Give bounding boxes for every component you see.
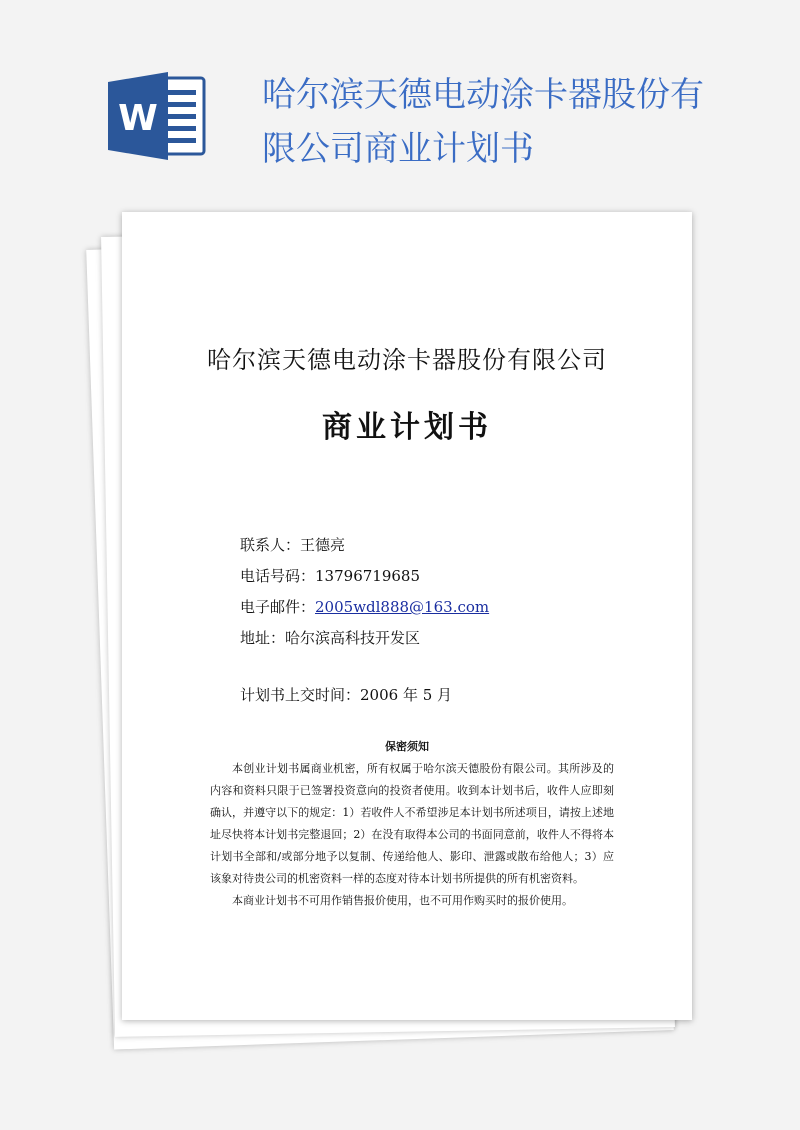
confidentiality-title: 保密须知 bbox=[385, 740, 429, 753]
submit-label: 计划书上交时间： bbox=[240, 686, 361, 704]
contact-label: 联系人： bbox=[240, 536, 301, 554]
email-link[interactable]: 2005wdl888@163.com bbox=[315, 598, 490, 616]
notice-paragraph: 本创业计划书属商业机密，所有权属于哈尔滨天德股份有限公司。其所涉及的内容和资料只限于已签署投资意向的投资者使用。收到本计划书后，收件人应即刻确认，并遵守以下的规定：1）若收件人不希望涉足本计划书所述项目，请按上述地址尽快将本计划书完整退回；2）在没有取得本公司的书面同意前，收件人不得将本计划书全部和/或部分地予以复制、传递给他人、影印、泄露或散布给他人；3）应该象对待贵公司的机密资料一样的态度对待本计划书所提供的所有机密资料。 bbox=[210, 762, 614, 885]
phone-value: 13796719685 bbox=[315, 567, 420, 585]
word-document-icon bbox=[108, 72, 208, 160]
phone-row bbox=[240, 561, 660, 592]
notice-paragraph: 本商业计划书不可用作销售报价使用，也不可用作购买时的报价使用。 bbox=[232, 894, 573, 907]
preview-header bbox=[0, 0, 800, 200]
svg-text:W: W bbox=[118, 98, 158, 139]
email-label: 电子邮件： bbox=[240, 598, 316, 616]
address-value: 哈尔滨高科技开发区 bbox=[285, 629, 421, 647]
contact-info bbox=[240, 530, 660, 654]
confidentiality-notice bbox=[210, 758, 614, 912]
address-label: 地址： bbox=[240, 629, 286, 647]
plan-title: 商业计划书 bbox=[322, 410, 492, 445]
email-row bbox=[240, 592, 660, 623]
company-name: 哈尔滨天德电动涂卡器股份有限公司 bbox=[207, 346, 607, 374]
document-heading: 哈尔滨天德电动涂卡器股份有限公司商业计划书 bbox=[262, 75, 704, 169]
address-row bbox=[240, 623, 660, 654]
contact-value: 王德亮 bbox=[300, 536, 346, 554]
contact-person-row bbox=[240, 530, 660, 561]
submit-value: 2006 年 5 月 bbox=[360, 686, 453, 704]
submit-date bbox=[240, 684, 452, 705]
phone-label: 电话号码： bbox=[240, 567, 316, 585]
document-page bbox=[122, 212, 692, 1020]
